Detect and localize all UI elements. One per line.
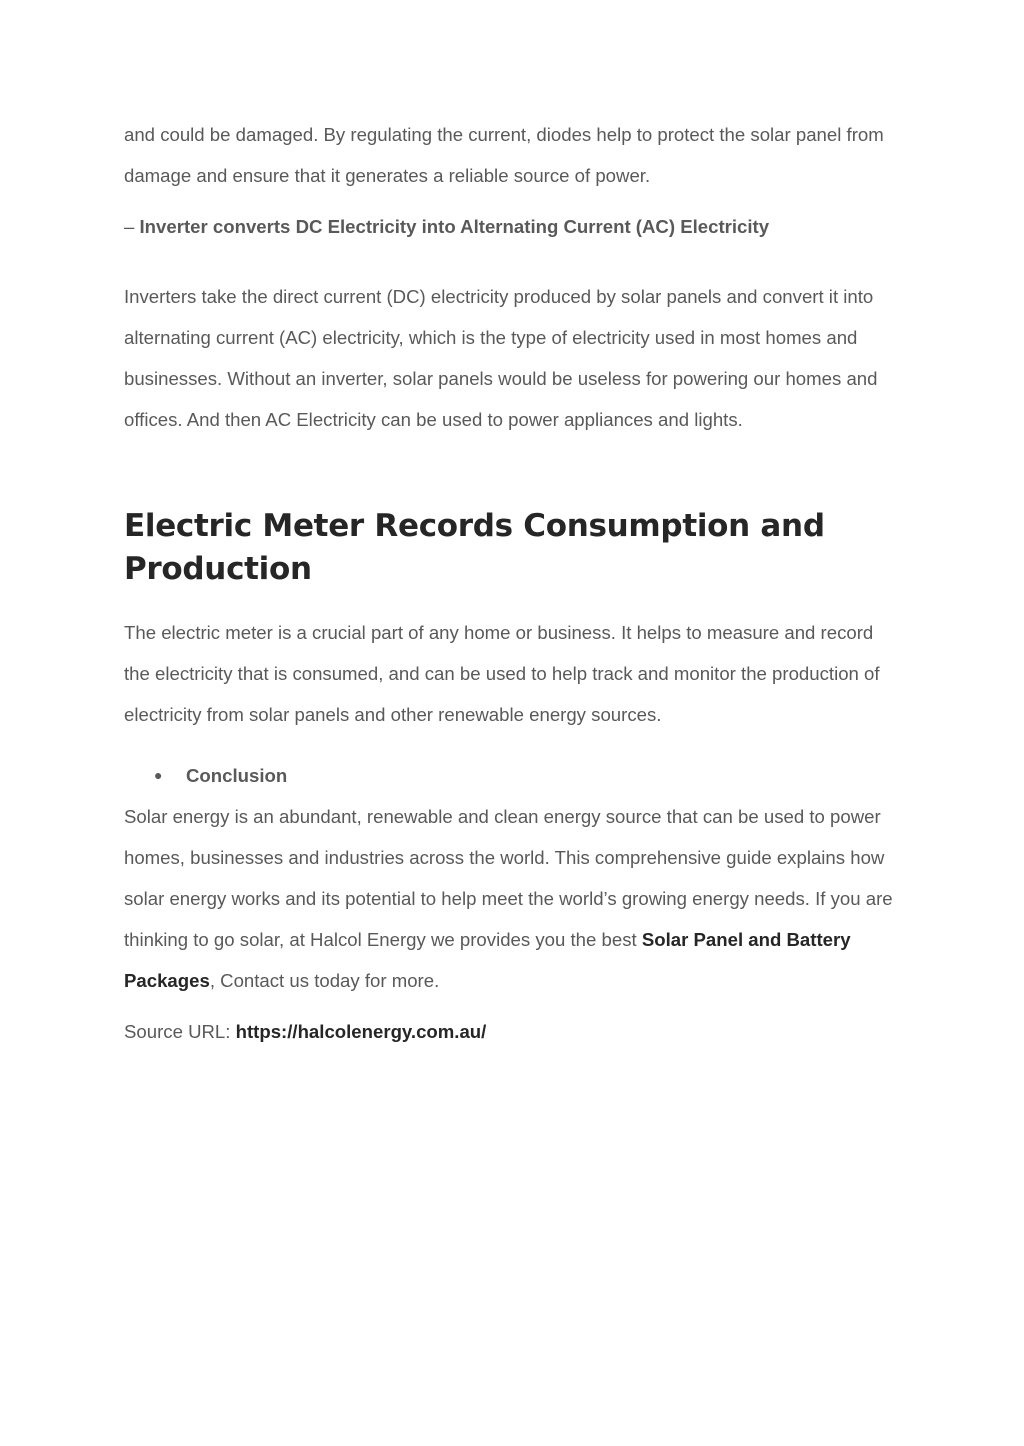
- packages-link[interactable]: Solar Panel and Battery Packages: [124, 929, 851, 991]
- paragraph-conclusion: [124, 796, 904, 1001]
- source-url-link[interactable]: https://halcolenergy.com.au/: [235, 1021, 487, 1042]
- paragraph-inverters: Inverters take the direct current (DC) electricity produced by solar panels and convert it into alternating current (AC) electricity, which is the type of electricity used in most homes and businesses. Without an inverter, solar panels would be useless for powering our homes and offices. And then AC Electricity can be used to power appliances and lights.: [124, 286, 878, 430]
- section-heading: Electric Meter Records Consumption and Production: [124, 508, 825, 587]
- source-line: [124, 1020, 904, 1044]
- source-label: Source URL:: [124, 1021, 236, 1042]
- bullet-marker: ●: [154, 767, 163, 783]
- bullet-conclusion: [154, 755, 904, 796]
- paragraph-electric-meter: The electric meter is a crucial part of any home or business. It helps to measure and record the electricity that is consumed, and can be used to help track and monitor the production of electricity from solar panels and other renewable energy sources.: [124, 622, 880, 725]
- paragraph-diodes: and could be damaged. By regulating the current, diodes help to protect the solar panel from damage and ensure that it generates a reliable source of power.: [124, 124, 884, 186]
- document-page: [124, 114, 904, 1044]
- subheading-dash: –: [124, 216, 140, 237]
- subheading-inverter: [124, 215, 904, 239]
- bullet-label: Conclusion: [186, 765, 288, 786]
- conclusion-text: Solar energy is an abundant, renewable and clean energy source that can be used to power homes, businesses and industries across the world. This comprehensive guide explains how solar energy works and its potential to help meet the world’s growing energy needs. If you are thinking to go solar, at Halcol Energy we provides you the best: [124, 806, 893, 950]
- subheading-text: Inverter converts DC Electricity into Alternating Current (AC) Electricity: [139, 216, 770, 237]
- conclusion-tail: , Contact us today for more.: [209, 970, 440, 991]
